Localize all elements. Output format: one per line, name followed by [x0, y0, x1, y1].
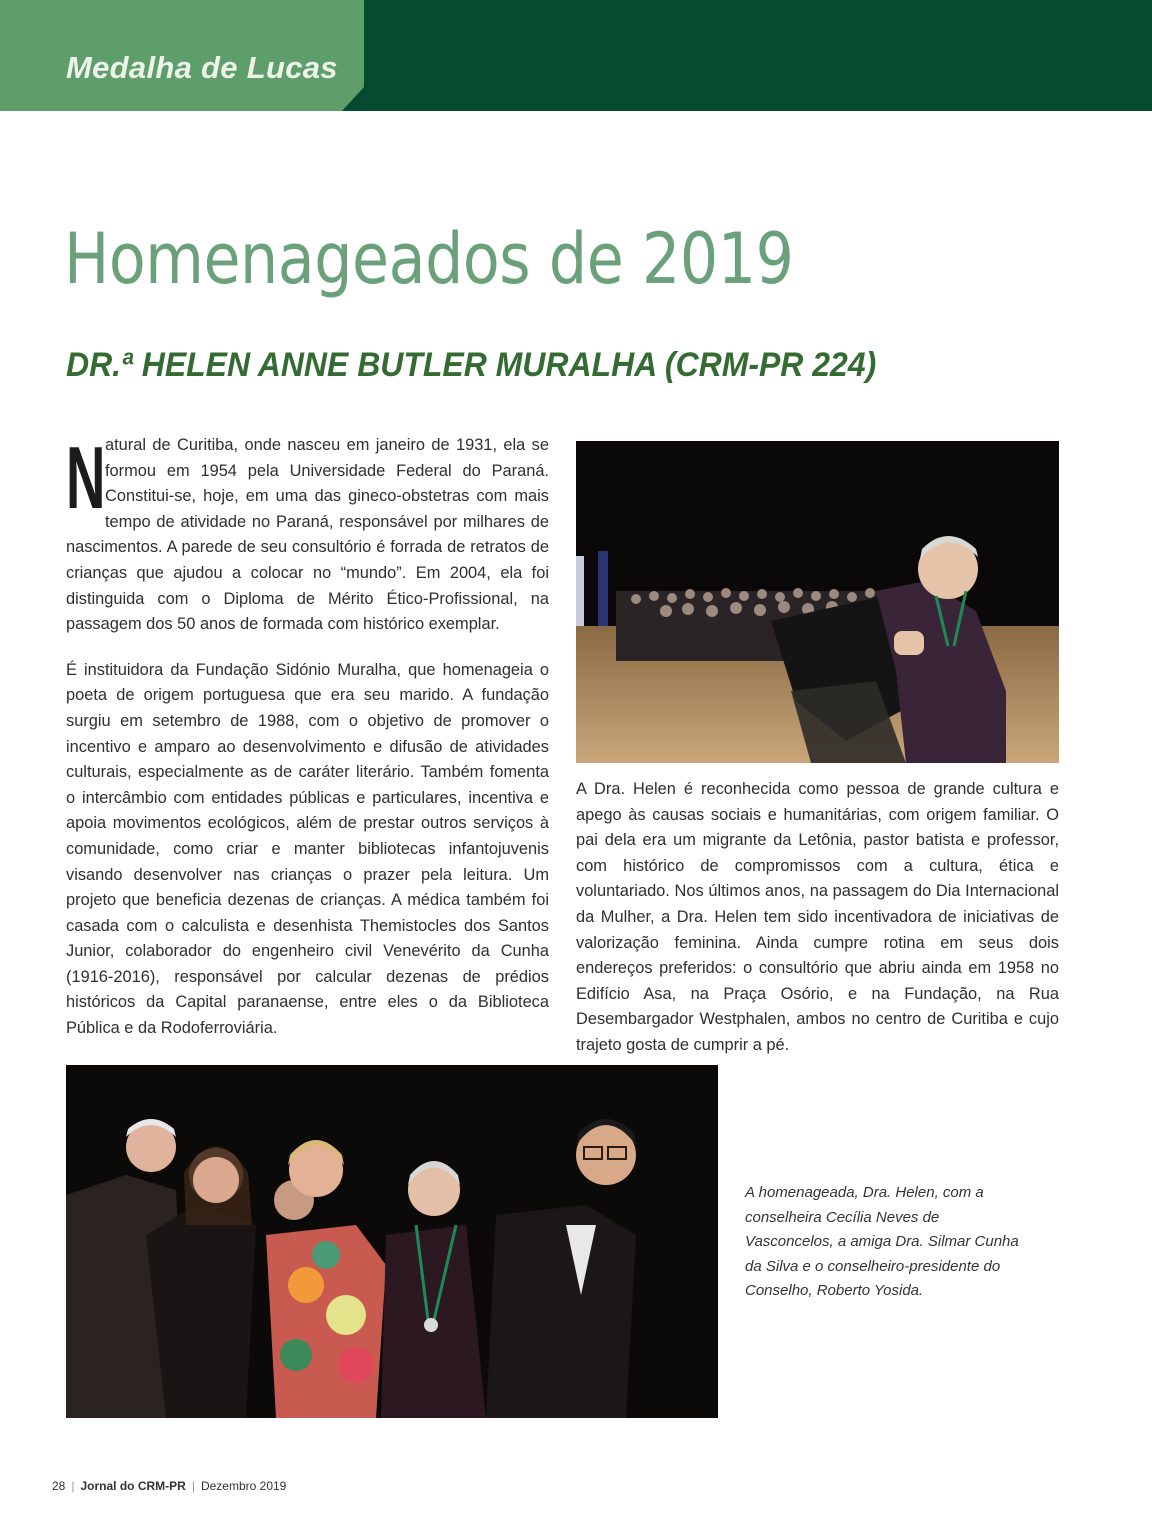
article-column-right — [576, 777, 1059, 1079]
article-column-left — [66, 428, 549, 1062]
honoree-name: DR.ª HELEN ANNE BUTLER MURALHA (CRM-PR 224) — [66, 346, 877, 384]
journal-name: Jornal do CRM-PR — [80, 1479, 186, 1493]
article-paragraph — [66, 428, 549, 638]
photo-caption: A homenageada, Dra. Helen, com a conselheira Cecília Neves de Vasconcelos, a amiga Dra. Silmar Cunha da Silva e o conselheiro-presidente do Conselho, Roberto Yosida. — [745, 1184, 1019, 1299]
drop-cap: N — [66, 428, 106, 527]
issue-date: Dezembro 2019 — [200, 1479, 287, 1493]
article-paragraph: É instituidora da Fundação Sidónio Muralha, que homenageia o poeta de origem portuguesa que era seu marido. A fundação surgiu em setembro de 1988, com o objetivo de promover o incentivo e amparo ao desenvolvimento e difusão de atividades culturais, especialmente as de caráter literário. Também fomenta o intercâmbio com entidades públicas e particulares, incentiva e apoia movimentos ecológicos, além de prestar outros serviços à comunidade, como criar e manter bibliotecas infantojuvenis visando desenvolver nas crianças o prazer pela leitura. Um projeto que beneficia dezenas de crianças. A médica também foi casada com o calculista e desenhista Themistocles dos Santos Junior, colaborador do engenheiro civil Venevérito da Cunha (1916-2016), responsável por calcular dezenas de prédios históricos da Capital paranaense, entre eles o da Biblioteca Pública e da Rodoferroviária. — [66, 660, 549, 1038]
section-title: Medalha de Lucas — [66, 50, 338, 85]
article-paragraph: A Dra. Helen é reconhecida como pessoa de grande cultura e apego às causas sociais e humanitárias, com origem familiar. O pai dela era um migrante da Letônia, pastor batista e professor, com histórico de compromissos com a cultura, ética e voluntariado. Nos últimos anos, na passagem do Dia Internacional da Mulher, a Dra. Helen tem sido incentivadora de iniciativas de valorização feminina. Ainda cumpre rotina em seus dois endereços preferidos: o consultório que abriu ainda em 1958 no Edifício Asa, na Praça Osório, e na Fundação, na Rua Desembargador Westphalen, ambos no centro de Curitiba e cujo trajeto gosta de cumprir a pé. — [576, 780, 1059, 1054]
section-banner — [0, 0, 1152, 111]
footer-separator: | — [71, 1479, 75, 1493]
photo-speech-at-podium — [576, 441, 1059, 763]
page-number: 28 — [52, 1479, 66, 1493]
page-footer — [52, 1479, 286, 1493]
footer-separator: | — [191, 1479, 195, 1493]
speech-photo-illustration — [576, 441, 1059, 763]
paragraph-text: atural de Curitiba, onde nasceu em janeiro de 1931, ela se formou em 1954 pela Universidade Federal do Paraná. Constitui-se, hoje, em uma das gineco-obstetras com mais tempo de atividade no Paraná, responsável por milhares de nascimentos. A parede de seu consultório é forrada de retratos de crianças que ajudou a colocar no “mundo”. Em 2004, ela foi distinguida com o Diploma de Mérito Ético-Profissional, na passagem dos 50 anos de formada com histórico exemplar. — [66, 436, 549, 634]
group-photo-illustration — [66, 1065, 718, 1418]
photo-group-portrait — [66, 1065, 718, 1418]
page-title: Homenageados de 2019 — [64, 218, 794, 300]
